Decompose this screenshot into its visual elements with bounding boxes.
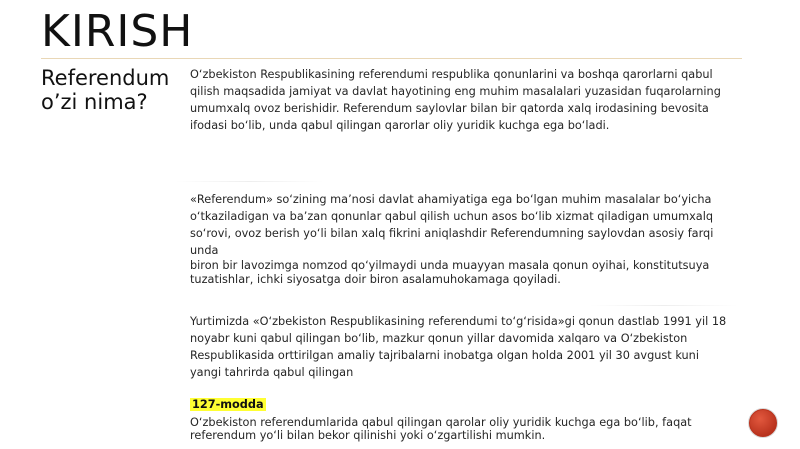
separator-line	[176, 181, 324, 182]
article-block	[190, 396, 730, 442]
paragraph-history: Yurtimizda «O‘zbekiston Respublikasining referendumi to‘g‘risida»gi qonun dastlab 1991 yil 18 noyabr kuni qabul qilingan bo‘lib, mazkur qonun yillar davomida xalqaro va O‘zbekiston Respublikasida orttirilgan amaliy tajribalarni inobatga olgan holda 2001 yil 30 avgust kuni yangi tahrirda qabul qilingan	[190, 315, 727, 379]
paragraph-definition: O‘zbekiston Respublikasining referendumi respublika qonunlarini va boshqa qarorlarni qabul qilish maqsadida jamiyat va davlat hayotining eng muhim masalalari yuzasidan fuqarolarning umumxalq ovoz berishidir. Referendum saylovlar bilan bir qatorda xalq irodasining bevosita ifodasi bo‘lib, unda qabul qilingan qarorlar oliy yuridik kuchga ega bo‘ladi.	[190, 68, 721, 132]
title-divider	[41, 58, 742, 59]
side-heading: Referendum o’zi nima?	[41, 66, 170, 114]
paragraph-meaning-part2: biron bir lavozimga nomzod qo‘yilmaydi unda muayyan masala qonun oyihai, konstitutsuya tuzatishlar, ichki siyosatga doir biron asalamuhokamaga qoyiladi.	[190, 259, 710, 286]
article-label: 127-modda	[192, 398, 264, 411]
circle-button-icon[interactable]	[748, 408, 778, 438]
separator-line	[590, 305, 738, 306]
paragraph-meaning-part1: «Referendum» so‘zining ma’nosi davlat ahamiyatiga ega bo‘lgan muhim masalalar bo‘yicha o‘tkaziladigan va ba’zan qonunlar qabul qilish uchun asos bo‘lib xizmat qiladigan umumxalq so‘rovi, ovoz berish yo‘li bilan xalq fikrini aniqlashdir Referendumning saylovdan asosiy farqi unda	[190, 193, 714, 257]
article-text: O‘zbekiston referendumlarida qabul qilingan qarolar oliy yuridik kuchga ega bo‘lib, faqat referendum yo‘li bilan bekor qilinishi yoki o‘zgartilishi mumkin.	[190, 416, 692, 442]
paragraph-meaning	[190, 191, 730, 287]
slide-title: KIRISH	[41, 6, 194, 57]
